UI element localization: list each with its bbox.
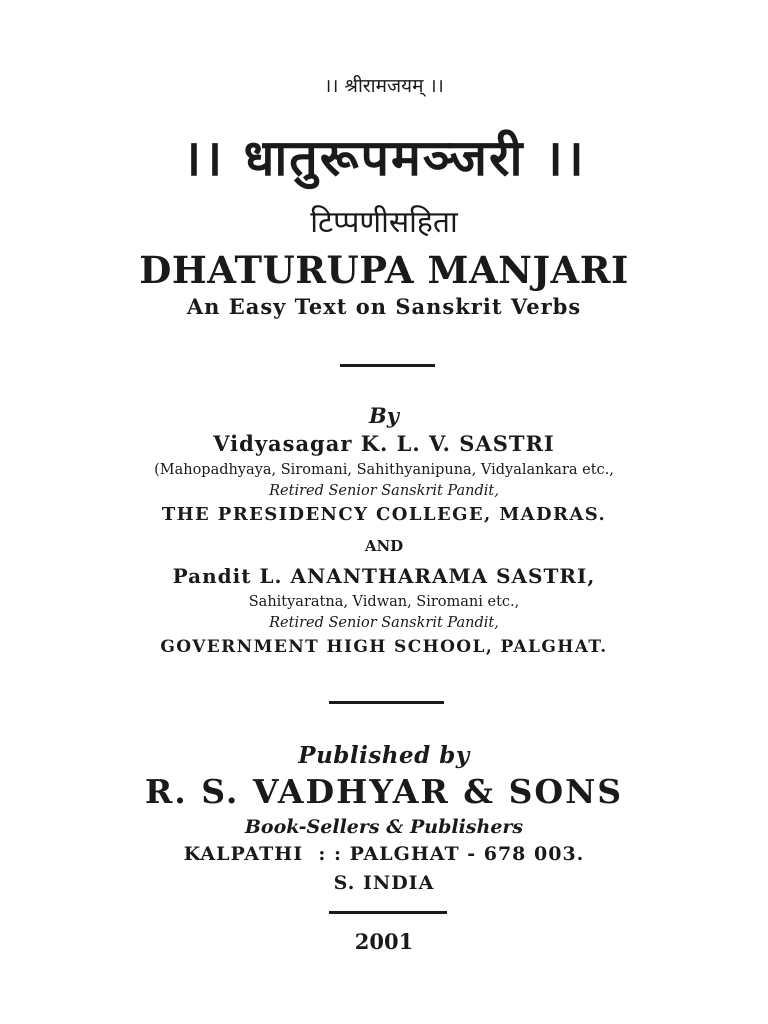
divider-rule-top: [340, 364, 435, 367]
subtitle-english: An Easy Text on Sanskrit Verbs: [186, 294, 582, 319]
divider-rule-bottom: [329, 911, 447, 914]
and-label: AND: [364, 537, 404, 555]
publisher-description: Book-Sellers & Publishers: [244, 816, 524, 838]
title-english: DHATURUPA MANJARI: [139, 248, 629, 292]
publisher-country: S. INDIA: [333, 872, 435, 894]
author2-name: Pandit L. ANANTHARAMA SASTRI,: [172, 564, 596, 588]
author1-qualifications: (Mahopadhyaya, Siromani, Sahithyanipuna, Vidyalankara etc.,: [154, 462, 614, 478]
author2-institution: GOVERNMENT HIGH SCHOOL, PALGHAT.: [160, 637, 608, 657]
author1-name: Vidyasagar K. L. V. SASTRI: [213, 431, 555, 456]
published-by-label: Published by: [298, 742, 470, 769]
publication-year: 2001: [354, 929, 414, 954]
author2-qualifications: Sahityaratna, Vidwan, Siromani etc.,: [248, 594, 520, 610]
publisher-address: KALPATHI : : PALGHAT - 678 003.: [183, 843, 585, 865]
divider-rule-middle: [329, 701, 444, 704]
subtitle-devanagari: टिप्पणीसहिता: [310, 205, 458, 240]
title-devanagari: ।। धातुरूपमञ्जरी ।।: [182, 128, 586, 187]
author1-institution: THE PRESIDENCY COLLEGE, MADRAS.: [161, 504, 607, 525]
author1-role: Retired Senior Sanskrit Pandit,: [269, 483, 499, 499]
publisher-name: R. S. VADHYAR & SONS: [144, 772, 624, 811]
invocation: ।। श्रीरामजयम् ।।: [324, 75, 444, 97]
author2-role: Retired Senior Sanskrit Pandit,: [269, 615, 499, 631]
by-label: By: [369, 403, 399, 428]
